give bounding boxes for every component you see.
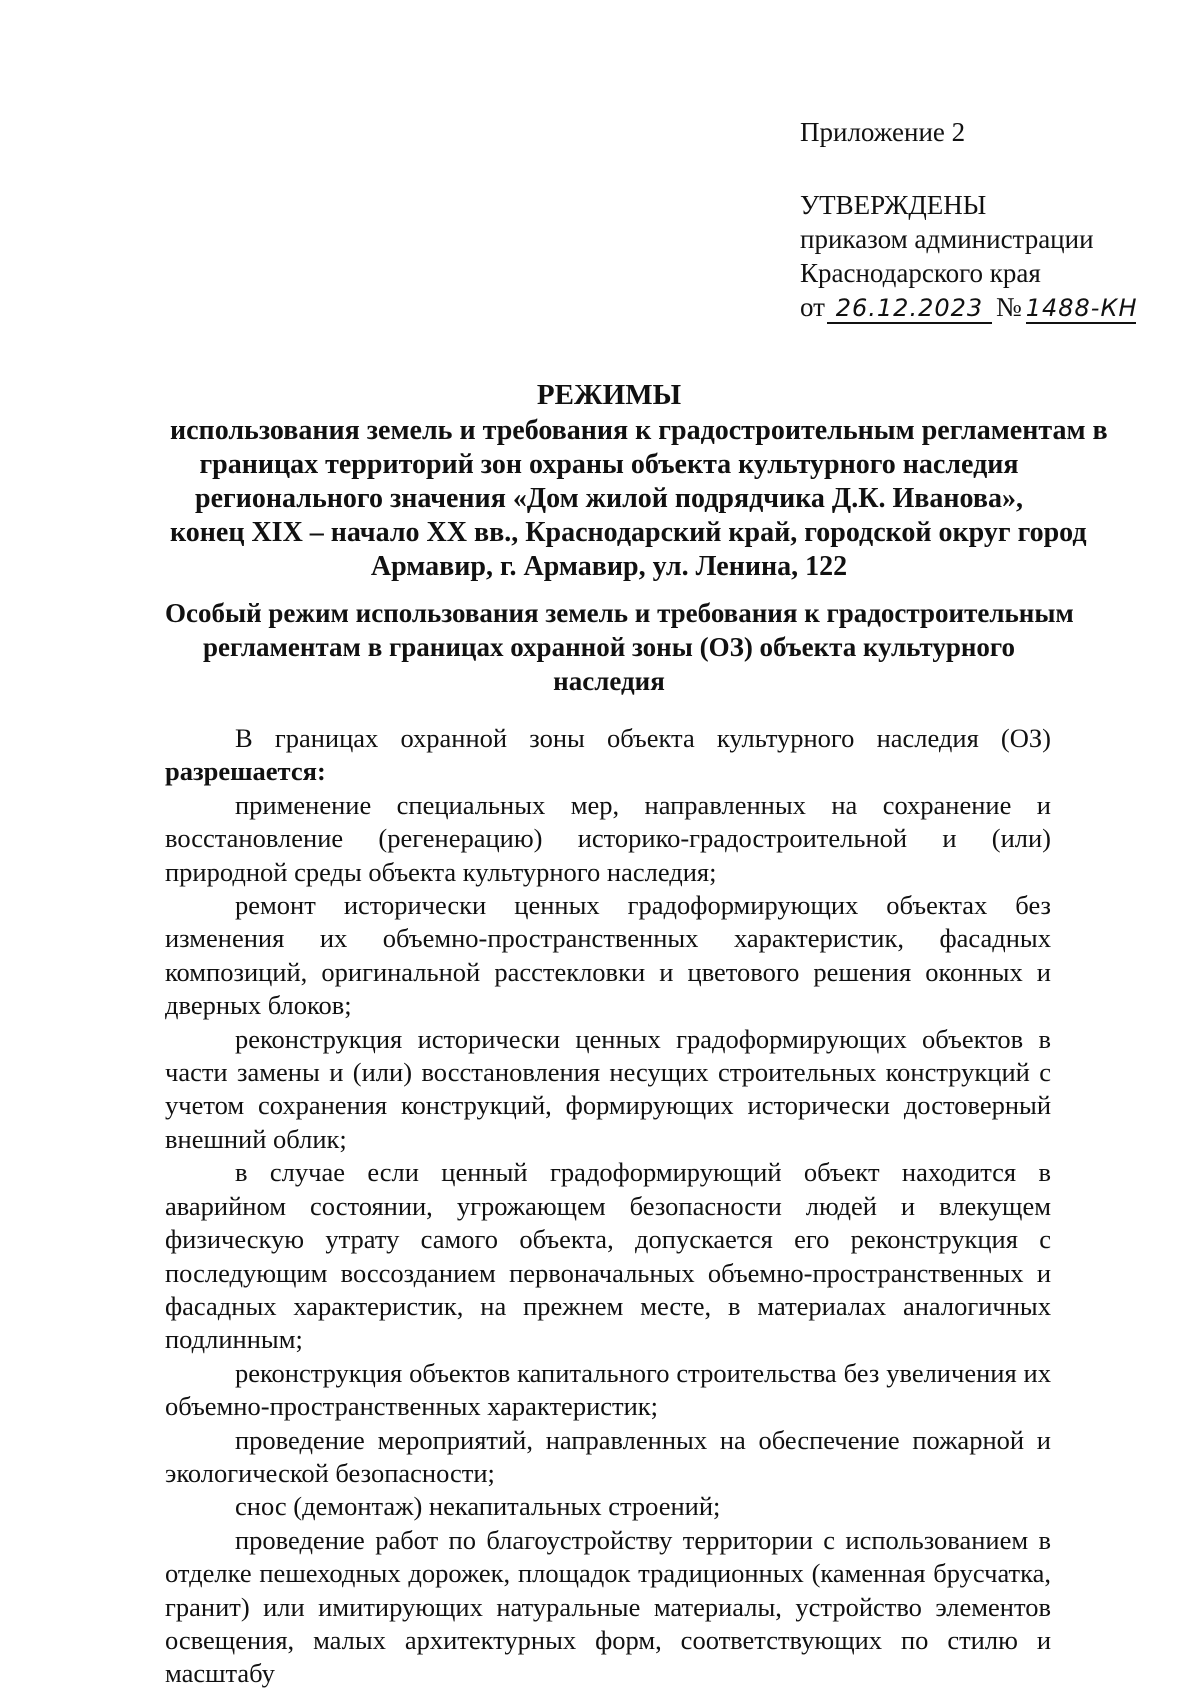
body-paragraph: ремонт исторически ценных градоформирующих объектах без изменения их объемно-пространственных характеристик, фасадных композиций, оригинальной расстекловки и цветового решения оконных и дверных блоков; [165,890,1051,1021]
body-paragraph: применение специальных мер, направленных на сохранение и восстановление (регенерацию) историко-градостроительной и (или) природной среды объекта культурного наследия; [165,789,1051,887]
order-date-handwritten: 26.12.2023 [827,294,992,324]
section-heading-line: регламентам в границах охранной зоны (ОЗ) объекта культурного [203,632,1015,662]
appendix-label: Приложение 2 [800,117,966,147]
body-paragraph: проведение мероприятий, направленных на обеспечение пожарной и экологической безопасности; [165,1424,1051,1488]
approved-label: УТВЕРЖДЕНЫ [800,190,987,220]
section-heading-line: Особый режим использования земель и требования к градостроительным [165,598,1074,628]
body-paragraph: в случае если ценный градоформирующий объект находится в аварийном состоянии, угрожающем безопасности людей и влекущем физическую утрату самого объекта, допускается его реконструкция с последующим воссозданием первоначальных объемно-пространственных и фасадных характеристик, на прежнем месте, в материалах аналогичных подлинным; [165,1157,1051,1355]
approval-stamp-block [800,188,1136,324]
date-prefix: от [800,292,825,322]
order-date-number-row [800,290,1136,324]
approved-by-line-2: Краснодарского края [800,258,1041,288]
body-paragraph: проведение работ по благоустройству территории с использованием в отделке пешеходных дорожек, площадок традиционных (каменная брусчатка, гранит) или имитирующих натуральные материалы, устройство элементов освещения, малых архитектурных форм, соответствующих по стилю и масштабу [165,1524,1051,1689]
number-prefix: № [995,292,1022,322]
body-paragraph: реконструкция исторически ценных градоформирующих объектов в части замены и (или) восстановления несущих строительных конструкций с учетом сохранения конструкций, формирующих исторически достоверный внешний облик; [165,1023,1051,1154]
intro-text: В границах охранной зоны объекта культурного наследия (ОЗ) [235,723,1051,753]
title-line: конец XIX – начало XX вв., Краснодарский край, городской округ город [170,517,1087,548]
document-title [170,378,1108,584]
title-line: регионального значения «Дом жилой подрядчика Д.К. Иванова», [195,483,1023,514]
body-paragraph: реконструкция объектов капитального строительства без увеличения их объемно-пространственных характеристик; [165,1357,1051,1422]
order-number-handwritten: 1488-КН [1025,294,1138,322]
title-line: использования земель и требования к градостроительным регламентам в [170,415,1108,446]
document-body [165,722,1051,1691]
title-line: границах территорий зон охраны объекта культурного наследия [199,449,1019,480]
intro-paragraph [165,722,1051,789]
title-main: РЕЖИМЫ [536,379,682,411]
body-paragraph: снос (демонтаж) некапитальных строений; [235,1491,721,1522]
approved-by-line-1: приказом администрации [800,224,1094,254]
intro-bold-text: разрешается: [165,756,326,787]
title-line: Армавир, г. Армавир, ул. Ленина, 122 [370,551,848,582]
section-heading [165,596,1074,698]
section-heading-line: наследия [553,666,665,696]
